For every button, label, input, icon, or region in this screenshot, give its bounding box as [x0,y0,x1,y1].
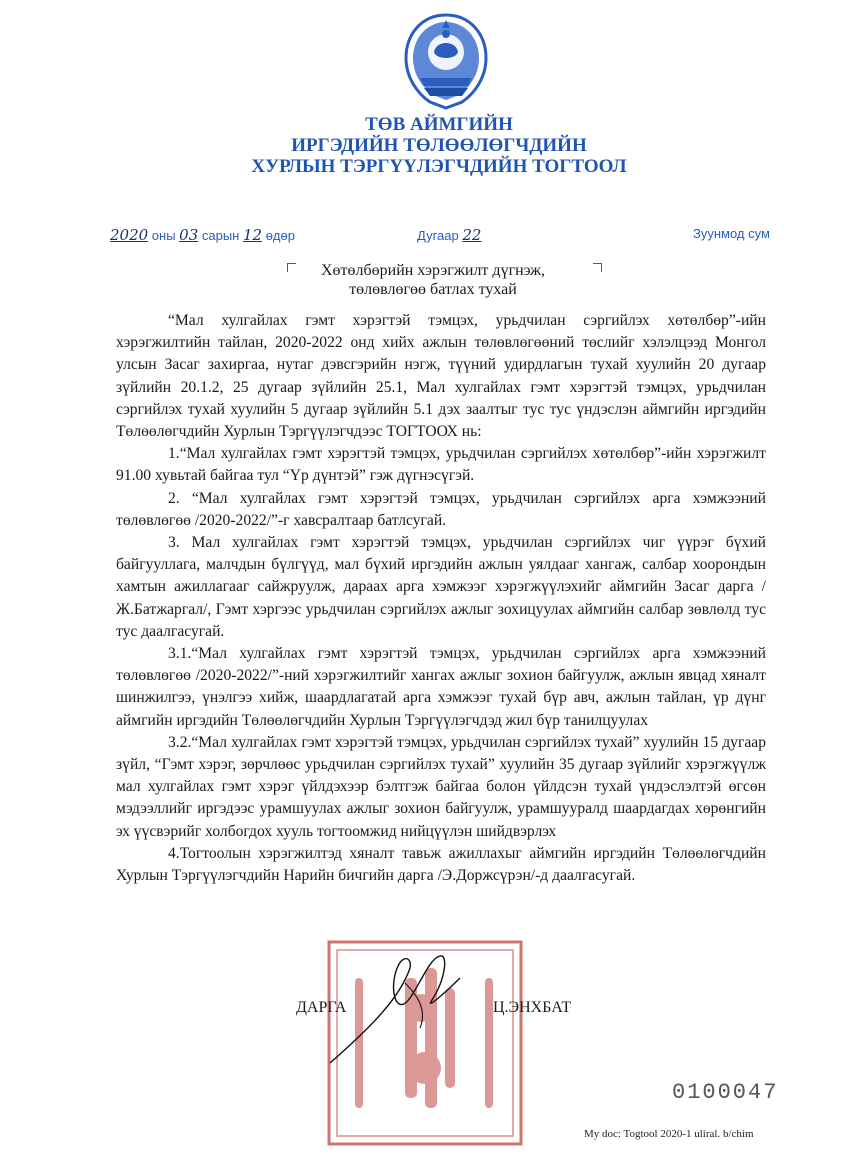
date-year: 2020 [110,226,149,244]
heading-line-3: ХУРЛЫН ТЭРГҮҮЛЭГЧДИЙН ТОГТООЛ [251,156,627,177]
signer-name: Ц.ЭНХБАТ [493,999,572,1016]
date-day: 12 [242,226,263,244]
signer-title: ДАРГА [296,999,347,1016]
footer-file-ref: My doc: Togtool 2020-1 uliral. b/chim [584,1128,754,1140]
document-heading [0,114,850,177]
subject-line-2: төлөвлөгөө батлах тухай [349,281,517,298]
subject-line-1: Хөтөлбөрийн хэрэгжилт дүгнэж, [320,262,546,279]
clause-3: 3. Мал хулгайлах гэмт хэрэгтэй тэмцэх, урьдчилан сэргийлэх чиг үүрэг бүхий байгууллага, малчдын бүлгүүд, мал бүхий иргэдийн ажлын уялдааг хангаж, салбар хоорондын хамтын ажиллагааг сайжруулж, дараах арга хэмжээг хэрэгжүүлэхийг аймгийн Засаг дарга /Ж.Батжаргал/, Гэмт хэргээс урьдчилан сэргийлэх ажлыг зохицуулах аймгийн салбар зөвлөлд тус тус даалгасугай. [116,534,766,640]
clause-3-2: 3.2.“Мал хулгайлах гэмт хэрэгтэй тэмцэх, урьдчилан сэргийлэх тухай” хуулийн 15 дугаар зүйл, “Гэмт хэрэг, зөрчлөөс урьдчилан сэргийлэх тухай” хуулийн 35 дугаар зүйлийг хэрэгжүүлж мал хулгайлах гэмт хэрэг үйлдэхээр бэлтгэж байгаа болон үйлдсэн тухай үндэслэлтэй өгсөн мэдээллийг иргэдээс урамшуулах ажлыг зохион байгуулж, урамшууралд шаардагдах хөрөнгийн эх үүсвэрийг холбогдох хууль тогтоомжид нийцүүлэн шийдвэрлэх [116,733,766,840]
clause-4: 4.Тогтоолын хэрэгжилтэд хяналт тавьж ажиллахыг аймгийн иргэдийн Төлөөлөгчдийн Хурлын Тэргүүлэгчдийн Нарийн бичгийн дарга /Э.Доржсүрэн/-д даалгасугай. [116,844,766,885]
intro-paragraph: “Мал хулгайлах гэмт хэрэгтэй тэмцэх, урьдчилан сэргийлэх хөтөлбөр”-ийн хэрэгжилтийн тайлан, 2020-2022 онд хийх ажлын төлөвлөгөөний төслийг хэлэлцээд Монгол улсын Засаг захиргаа, нутаг дэвсгэрийн нэгж, түүний удирдлагын тухай хуулийн 20 дугаар зүйлийн 20.1.2, 25 дугаар зүйлийн 25.1, Мал хулгайлах гэмт хэрэгтэй тэмцэх, урьдчилан сэргийлэх тухай хуулийн 5 дугаар зүйлийн 5.1 дэх заалтыг тус тус үндэслэн аймгийн иргэдийн Төлөөлөгчдийн Хурлын Тэргүүлэгчдээс ТОГТООХ нь: [116,312,766,441]
state-emblem-icon [402,12,490,110]
clause-3-1: 3.1.“Мал хулгайлах гэмт хэрэгтэй тэмцэх, урьдчилан сэргийлэх арга хэмжээний төлөвлөгөө /2020-2022/”-ний хэрэгжилтийг хангах ажлыг зохион байгуулж, ажлын явцад хяналт шинжилгээ, үнэлгээ хийж, шаардлагатай арга хэмжээг тухай бүр авч, ажлын тайлан, үр дүнг аймгийн иргэдийн Төлөөлөгчдийн Хурлын Тэргүүлэгчдэд жил бүр танилцуулах [116,645,766,729]
clause-2: 2. “Мал хулгайлах гэмт хэрэгтэй тэмцэх, урьдчилан сэргийлэх арга хэмжээний төлөвлөгөө /2020-2022/”-г хавсралтаар батлсугай. [116,489,766,529]
date-field: 2020 оны 03 сарын 12 өдөр [110,226,295,244]
number-value: 22 [462,226,482,244]
heading-line-2: ИРГЭДИЙН ТӨЛӨӨЛӨГЧДИЙН [291,135,587,156]
clause-1: 1.“Мал хулгайлах гэмт хэрэгтэй тэмцэх, урьдчилан сэргийлэх хөтөлбөр”-ийн хэрэгжилт 91.00 хувьтай байгаа тул “Үр дүнтэй” гэж дүгнэсүгэй. [116,445,766,485]
date-month: 03 [179,226,199,244]
heading-line-1: ТӨВ АЙМГИЙН [365,114,513,135]
document-body [116,310,766,887]
serial-number: 0100047 [672,1080,779,1105]
document-number: Дугаар 22 [417,226,482,244]
place: Зуунмод сум [693,226,770,241]
subject-title [0,261,850,299]
